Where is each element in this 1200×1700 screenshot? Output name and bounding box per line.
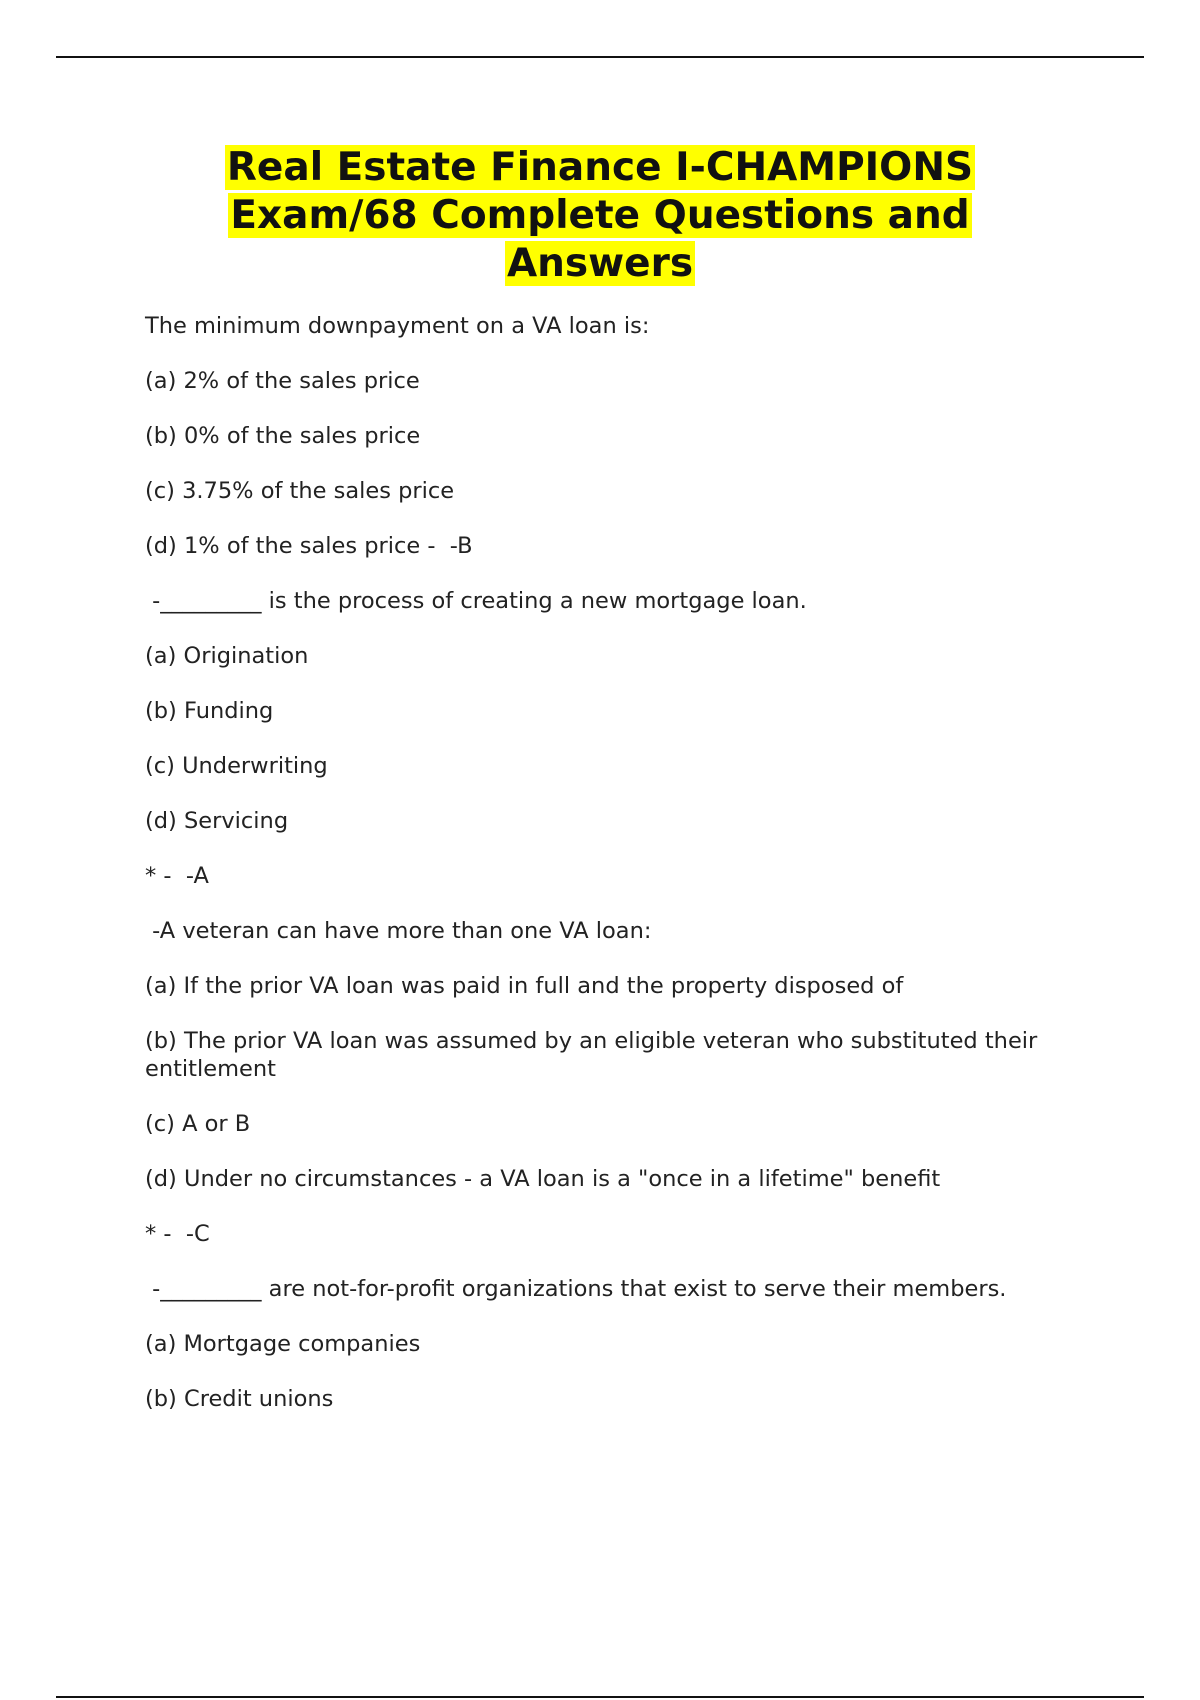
question-3: -A veteran can have more than one VA loan: bbox=[145, 918, 652, 944]
question-2-answer: * - -A bbox=[145, 863, 209, 889]
question-1-option-b: (b) 0% of the sales price bbox=[145, 423, 421, 449]
question-4-option-b: (b) Credit unions bbox=[145, 1386, 334, 1412]
question-1: The minimum downpayment on a VA loan is: bbox=[145, 313, 650, 339]
question-1-option-a: (a) 2% of the sales price bbox=[145, 368, 420, 394]
document-body bbox=[145, 312, 1075, 1440]
question-4-option-a: (a) Mortgage companies bbox=[145, 1331, 421, 1357]
question-3-option-d: (d) Under no circumstances - a VA loan is a "once in a lifetime" benefit bbox=[145, 1166, 941, 1192]
question-2-option-a: (a) Origination bbox=[145, 643, 309, 669]
question-3-option-c: (c) A or B bbox=[145, 1111, 251, 1137]
header-rule bbox=[56, 56, 1144, 58]
title-line-1: Real Estate Finance I-CHAMPIONS bbox=[226, 145, 974, 190]
question-2-option-b: (b) Funding bbox=[145, 698, 274, 724]
question-2: -_________ is the process of creating a new mortgage loan. bbox=[145, 588, 807, 614]
question-1-option-d-answer: (d) 1% of the sales price - -B bbox=[145, 533, 473, 559]
title-line-3: Answers bbox=[506, 241, 694, 286]
question-2-option-c: (c) Underwriting bbox=[145, 753, 328, 779]
document-title bbox=[100, 144, 1100, 288]
question-4: -_________ are not-for-profit organizations that exist to serve their members. bbox=[145, 1276, 1007, 1302]
question-1-option-c: (c) 3.75% of the sales price bbox=[145, 478, 455, 504]
question-2-option-d: (d) Servicing bbox=[145, 808, 289, 834]
title-line-2: Exam/68 Complete Questions and bbox=[230, 193, 970, 238]
question-3-option-a: (a) If the prior VA loan was paid in full and the property disposed of bbox=[145, 973, 904, 999]
footer-rule bbox=[56, 1696, 1144, 1698]
question-3-answer: * - -C bbox=[145, 1221, 210, 1247]
question-3-option-b: (b) The prior VA loan was assumed by an eligible veteran who substituted their entitlement bbox=[145, 1028, 1045, 1082]
